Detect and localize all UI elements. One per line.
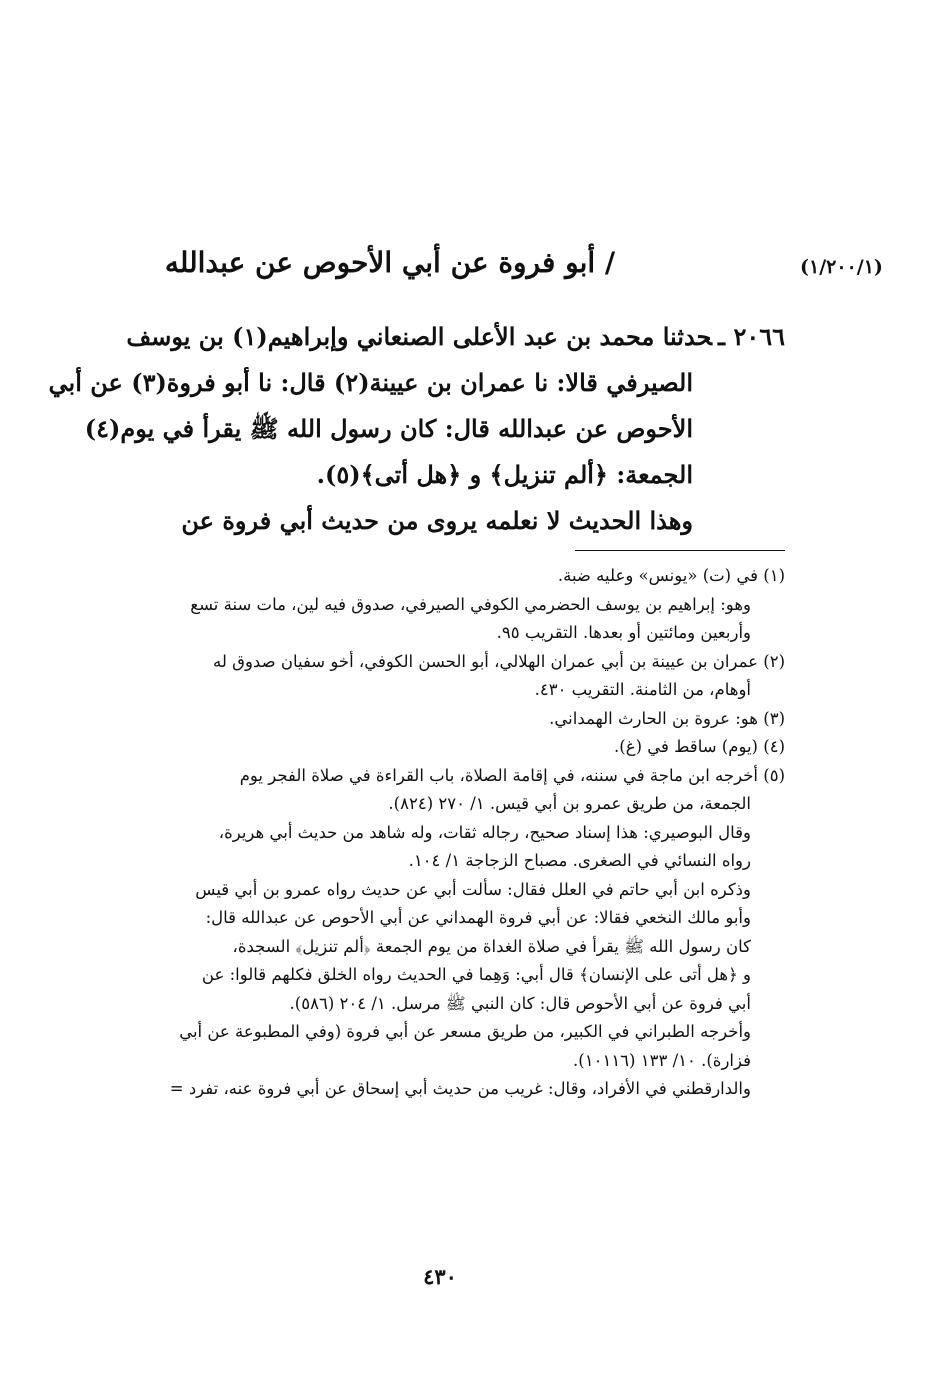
footnote-line: وقال البوصيري: هذا إسناد صحيح، رجاله ثقات، وله شاهد من حديث أبي هريرة، bbox=[218, 822, 751, 842]
footnote-divider bbox=[575, 550, 785, 551]
section-heading: / أبو فروة عن أبي الأحوص عن عبدالله bbox=[164, 246, 616, 279]
footnote-line: و ﴿هل أتى على الإنسان﴾ قال أبي: وَهِما في الحديث رواه الخلق فكلهم قالوا: عن bbox=[201, 965, 751, 984]
hadith-number: ٢٠٦٦ ـ bbox=[718, 322, 785, 351]
hadith-line: ٢٠٦٦ ـحدثنا محمد بن عبد الأعلى الصنعاني وإبراهيم(١) بن يوسف bbox=[126, 322, 785, 351]
footnote-line: (٣) هو: عروة بن الحارث الهمداني. bbox=[549, 708, 785, 728]
footnote-line: والدارقطني في الأفراد، وقال: غريب من حديث أبي إسحاق عن أبي فروة عنه، تفرد = bbox=[169, 1079, 751, 1098]
hadith-line: الجمعة: ﴿ألم تنزيل﴾ و ﴿هل أتى﴾(٥). bbox=[316, 460, 693, 489]
footnote-line: وأخرجه الطبراني في الكبير، من طريق مسعر عن أبي فروة (وفي المطبوعة عن أبي bbox=[179, 1022, 751, 1041]
footnote-line: كان رسول الله ﷺ يقرأ في صلاة الغداة من يوم الجمعة ﴿ألم تنزيل﴾ السجدة، bbox=[232, 936, 751, 956]
footnote-line: أبي فروة عن أبي الأحوص قال: كان النبي ﷺ مرسل. ١/ ٢٠٤ (٥٨٦). bbox=[289, 993, 751, 1013]
page-number: ٤٣٠ bbox=[423, 1264, 457, 1289]
footnote-line: وأبو مالك النخعي فقالا: عن أبي فروة الهمداني عن أبي الأحوص عن عبدالله قال: bbox=[205, 908, 751, 927]
footnote-line: (٢) عمران بن عيينة بن أبي عمران الهلالي، أبو الحسن الكوفي، أخو سفيان صدوق له bbox=[213, 651, 785, 671]
footnote-line: (٥) أخرجه ابن ماجة في سننه، في إقامة الصلاة، باب القراءة في صلاة الفجر يوم bbox=[239, 765, 785, 785]
footnote-line: وأربعين ومائتين أو بعدها. التقريب ٩٥. bbox=[496, 623, 751, 642]
footnote-line: الجمعة، من طريق عمرو بن أبي قيس. ١/ ٢٧٠ (٨٢٤). bbox=[388, 794, 751, 813]
footnote-line: (٤) (يوم) ساقط في (غ). bbox=[614, 737, 785, 756]
footnote-line: وهو: إبراهيم بن يوسف الحضرمي الكوفي الصيرفي، صدوق فيه لين، مات سنة تسع bbox=[190, 594, 751, 614]
manuscript-folio-reference: (١/٢٠٠/١) bbox=[800, 256, 883, 278]
footnote-line: رواه النسائي في الصغرى. مصباح الزجاجة ١/ ١٠٤. bbox=[408, 851, 751, 870]
hadith-text bbox=[48, 314, 785, 544]
footnote-line: فزارة). ١٠/ ١٣٣ (١٠١١٦). bbox=[573, 1050, 751, 1070]
footnote-line: (١) في (ت) «يونس» وعليه ضبة. bbox=[557, 566, 785, 585]
footnote-line: أوهام، من الثامنة. التقريب ٤٣٠. bbox=[534, 680, 751, 699]
hadith-line: وهذا الحديث لا نعلمه يروى من حديث أبي فروة عن bbox=[181, 506, 693, 535]
footnotes bbox=[95, 562, 785, 1104]
hadith-line: الأحوص عن عبدالله قال: كان رسول الله ﷺ يقرأ في يوم(٤) bbox=[84, 414, 693, 443]
hadith-line: الصيرفي قالا: نا عمران بن عيينة(٢) قال: نا أبو فروة(٣) عن أبي bbox=[48, 368, 693, 397]
footnote-line: وذكره ابن أبي حاتم في العلل فقال: سألت أبي عن حديث رواه عمرو بن أبي قيس bbox=[195, 879, 751, 899]
